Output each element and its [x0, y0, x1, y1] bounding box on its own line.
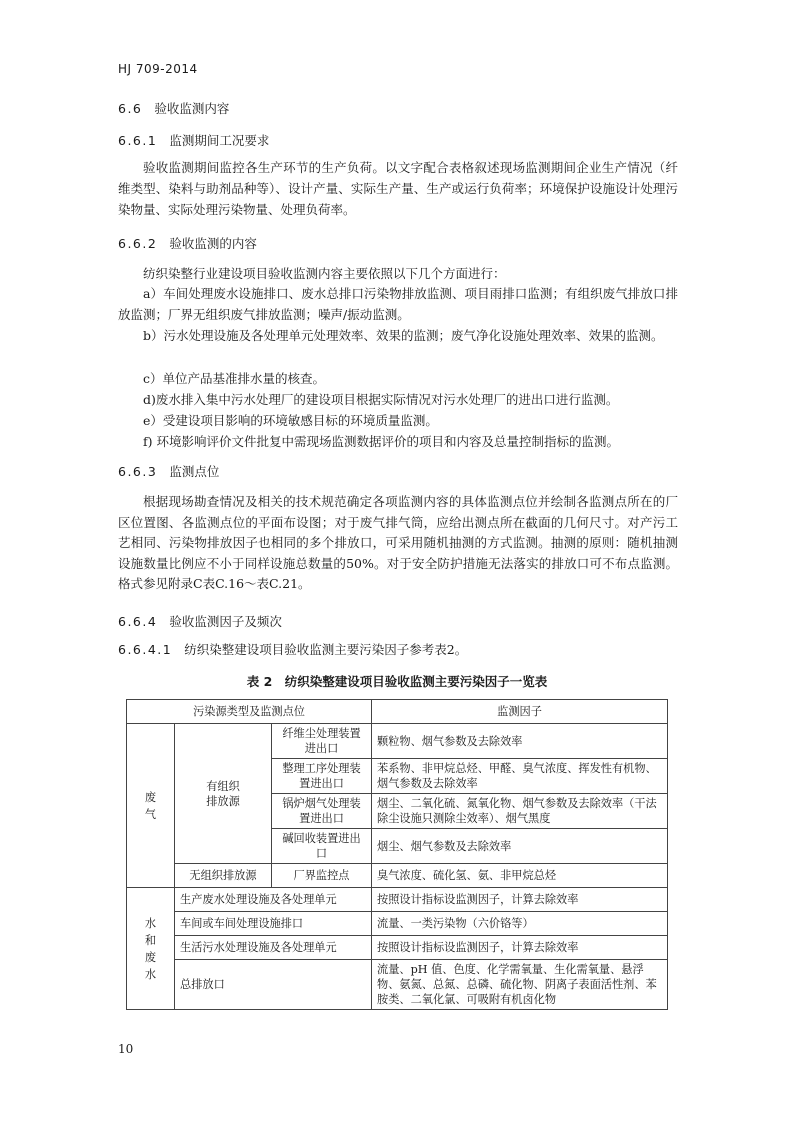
monitor-factor: 流量、pH 值、色度、化学需氧量、生化需氧量、悬浮物、氨氮、总氮、总磷、硫化物、阴离子表面活性剂、苯胺类、二氧化氯、可吸附有机卤化物: [372, 960, 668, 1010]
monitor-point: 生产废水处理设施及各处理单元: [175, 888, 372, 912]
unorganized-source: 无组织排放源: [175, 864, 272, 888]
section-title: 验收监测因子及频次: [169, 614, 282, 629]
monitor-factor: 苯系物、非甲烷总烃、甲醛、臭气浓度、挥发性有机物、烟气参数及去除效率: [372, 759, 668, 794]
paragraph-6-6-1: 验收监测期间监控各生产环节的生产负荷。以文字配合表格叙述现场监测期间企业生产情况（纤维类型、染料与助剂品种等）、设计产量、实际生产量、生产或运行负荷率；环境保护设施设计处理污染物量、实际处理污染物量、处理负荷率。: [118, 160, 678, 217]
paragraph-6-6-4-1: [118, 640, 467, 658]
section-number: 6.6.4: [118, 614, 158, 629]
document-header: HJ 709-2014: [118, 62, 198, 76]
monitor-point: 纤维尘处理装置进出口: [272, 724, 372, 759]
heading-6-6: [118, 99, 229, 117]
monitor-point: 生活污水处理设施及各处理单元: [175, 936, 372, 960]
section-title: 验收监测内容: [154, 101, 230, 116]
table-row: [127, 960, 668, 1010]
category-water: [127, 888, 175, 1010]
heading-6-6-3: [118, 462, 219, 480]
section-title: 监测期间工况要求: [169, 133, 270, 148]
table-header-row: [127, 700, 668, 724]
table-caption: 表 2 纺织染整建设项目验收监测主要污染因子一览表: [246, 674, 548, 689]
header-source: 污染源类型及监测点位: [127, 700, 372, 724]
heading-6-6-2: [118, 234, 257, 252]
page-number: 10: [118, 1042, 134, 1056]
list-item-a: a）车间处理废水设施排口、废水总排口污染物排放监测、项目雨排口监测；有组织废气排放口排放监测；厂界无组织废气排放监测；噪声/振动监测。: [118, 286, 678, 322]
section-title: 监测点位: [169, 464, 220, 479]
monitor-factor: 臭气浓度、硫化氢、氨、非甲烷总烃: [372, 864, 668, 888]
list-item-d: d)废水排入集中污水处理厂的建设项目根据实际情况对污水处理厂的进出口进行监测。: [143, 392, 619, 407]
paragraph-6-6-2-intro: 纺织染整行业建设项目验收监测内容主要依照以下几个方面进行：: [143, 266, 506, 281]
paragraph-text: 纺织染整建设项目验收监测主要污染因子参考表2。: [184, 642, 468, 657]
monitor-point: 总排放口: [175, 960, 372, 1010]
monitor-point: 碱回收装置进出口: [272, 829, 372, 864]
monitor-point: 锅炉烟气处理装置进出口: [272, 794, 372, 829]
section-title: 验收监测的内容: [169, 236, 257, 251]
organized-source: [175, 724, 272, 864]
category-label: 废气: [144, 790, 157, 821]
table-row: [127, 724, 668, 759]
heading-6-6-1: [118, 131, 269, 149]
monitor-factor: 按照设计指标设监测因子，计算去除效率: [372, 888, 668, 912]
monitor-factor: 颗粒物、烟气参数及去除效率: [372, 724, 668, 759]
monitor-point: 车间或车间处理设施排口: [175, 912, 372, 936]
monitor-factor: 按照设计指标设监测因子，计算去除效率: [372, 936, 668, 960]
table-row: [127, 864, 668, 888]
pollutant-factor-table: [126, 699, 668, 1010]
section-number: 6.6.2: [118, 236, 158, 251]
monitor-factor: 烟尘、烟气参数及去除效率: [372, 829, 668, 864]
category-gas: [127, 724, 175, 888]
list-item-b: b）污水处理设施及各处理单元处理效率、效果的监测；废气净化设施处理效率、效果的监测。: [143, 328, 664, 343]
heading-6-6-4: [118, 612, 282, 630]
monitor-factor: 流量、一类污染物（六价铬等）: [372, 912, 668, 936]
list-item-e: e）受建设项目影响的环境敏感目标的环境质量监测。: [143, 413, 438, 428]
section-number: 6.6.1: [118, 133, 158, 148]
list-item-c: c）单位产品基准排水量的核查。: [143, 371, 326, 386]
section-number: 6.6.3: [118, 464, 158, 479]
monitor-factor: 烟尘、二氧化硫、氮氧化物、烟气参数及去除效率（干法除尘设施只测除尘效率）、烟气黑度: [372, 794, 668, 829]
table-row: [127, 936, 668, 960]
monitor-point: 厂界监控点: [272, 864, 372, 888]
paragraph-6-6-3: 根据现场勘查情况及相关的技术规范确定各项监测内容的具体监测点位并绘制各监测点所在的厂区位置图、各监测点位的平面布设图；对于废气排气筒，应给出测点所在截面的几何尺寸。对产污工艺相同、污染物排放因子也相同的多个排放口，可采用随机抽测的方式监测。抽测的原则：随机抽测设施数量比例应不小于同样设施总数量的50%。对于安全防护措施无法落实的排放口可不布点监测。格式参见附录C表C.16～表C.21。: [118, 494, 678, 591]
section-number: 6.6: [118, 101, 143, 116]
table-row: [127, 912, 668, 936]
category-label: 水和废水: [144, 916, 157, 981]
table-row: [127, 888, 668, 912]
header-factor: 监测因子: [372, 700, 668, 724]
organized-label: 有组织排放源: [206, 779, 240, 808]
list-item-f: f) 环境影响评价文件批复中需现场监测数据评价的项目和内容及总量控制指标的监测。: [143, 434, 619, 449]
monitor-point: 整理工序处理装置进出口: [272, 759, 372, 794]
section-number: 6.6.4.1: [118, 642, 173, 657]
